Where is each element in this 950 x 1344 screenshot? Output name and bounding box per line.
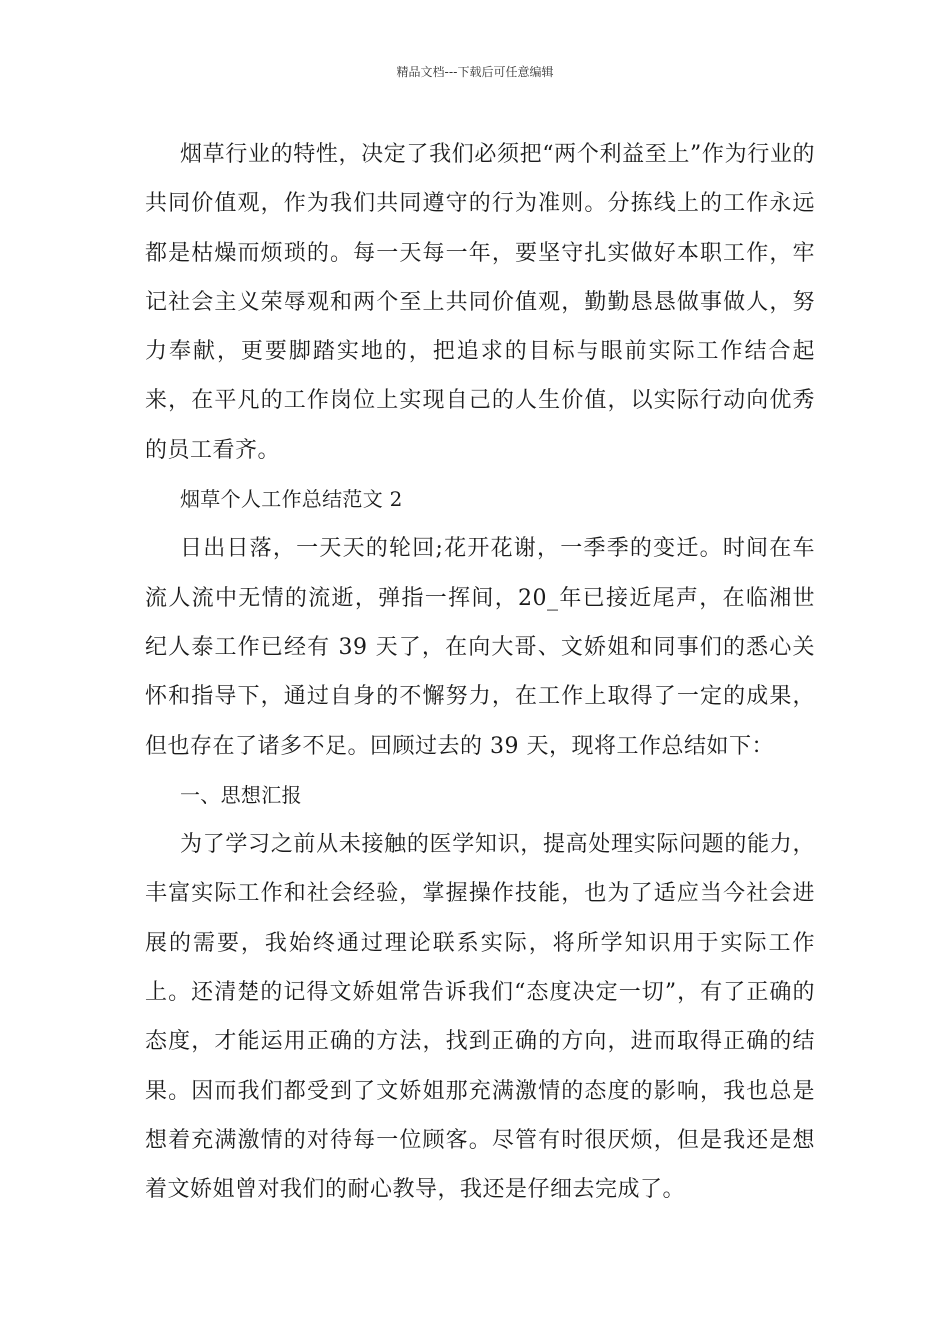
paragraph-year-summary: 日出日落，一天天的轮回;花开花谢，一季季的变迁。时间在车流人流中无情的流逝，弹指一挥间，20_年已接近尾声，在临湘世纪人泰工作已经有 39 天了，在向大哥、文娇姐和同事们的悉心关怀和指导下，通过自身的不懈努力，在工作上取得了一定的成果，但也存在了诸多不足。回顾过去的 39 天，现将工作总结如下： — [145, 536, 815, 759]
page-header: 精品文档---下载后可任意编辑 — [396, 65, 554, 79]
section-heading-thought-report: 一、思想汇报 — [180, 782, 302, 807]
document-body — [145, 130, 815, 1215]
paragraph-thought-report: 为了学习之前从未接触的医学知识，提高处理实际问题的能力，丰富实际工作和社会经验，掌握操作技能，也为了适应当今社会进展的需要，我始终通过理论联系实际，将所学知识用于实际工作上。还清楚的记得文娇姐常告诉我们“态度决定一切”，有了正确的态度，才能运用正确的方法，找到正确的方向，进而取得正确的结果。因而我们都受到了文娇姐那充满激情的态度的影响，我也总是想着充满激情的对待每一位顾客。尽管有时很厌烦，但是我还是想着文娇姐曾对我们的耐心教导，我还是仔细去完成了。 — [145, 832, 815, 1203]
paragraph-values: 烟草行业的特性，决定了我们必须把“两个利益至上”作为行业的共同价值观，作为我们共同遵守的行为准则。分拣线上的工作永远都是枯燥而烦琐的。每一天每一年，要坚守扎实做好本职工作，牢记社会主义荣辱观和两个至上共同价值观，勤勤恳恳做事做人，努力奉献，更要脚踏实地的，把追求的目标与眼前实际工作结合起来，在平凡的工作岗位上实现自己的人生价值，以实际行动向优秀的员工看齐。 — [145, 142, 815, 463]
section-title-sample-2: 烟草个人工作总结范文 2 — [180, 487, 403, 512]
